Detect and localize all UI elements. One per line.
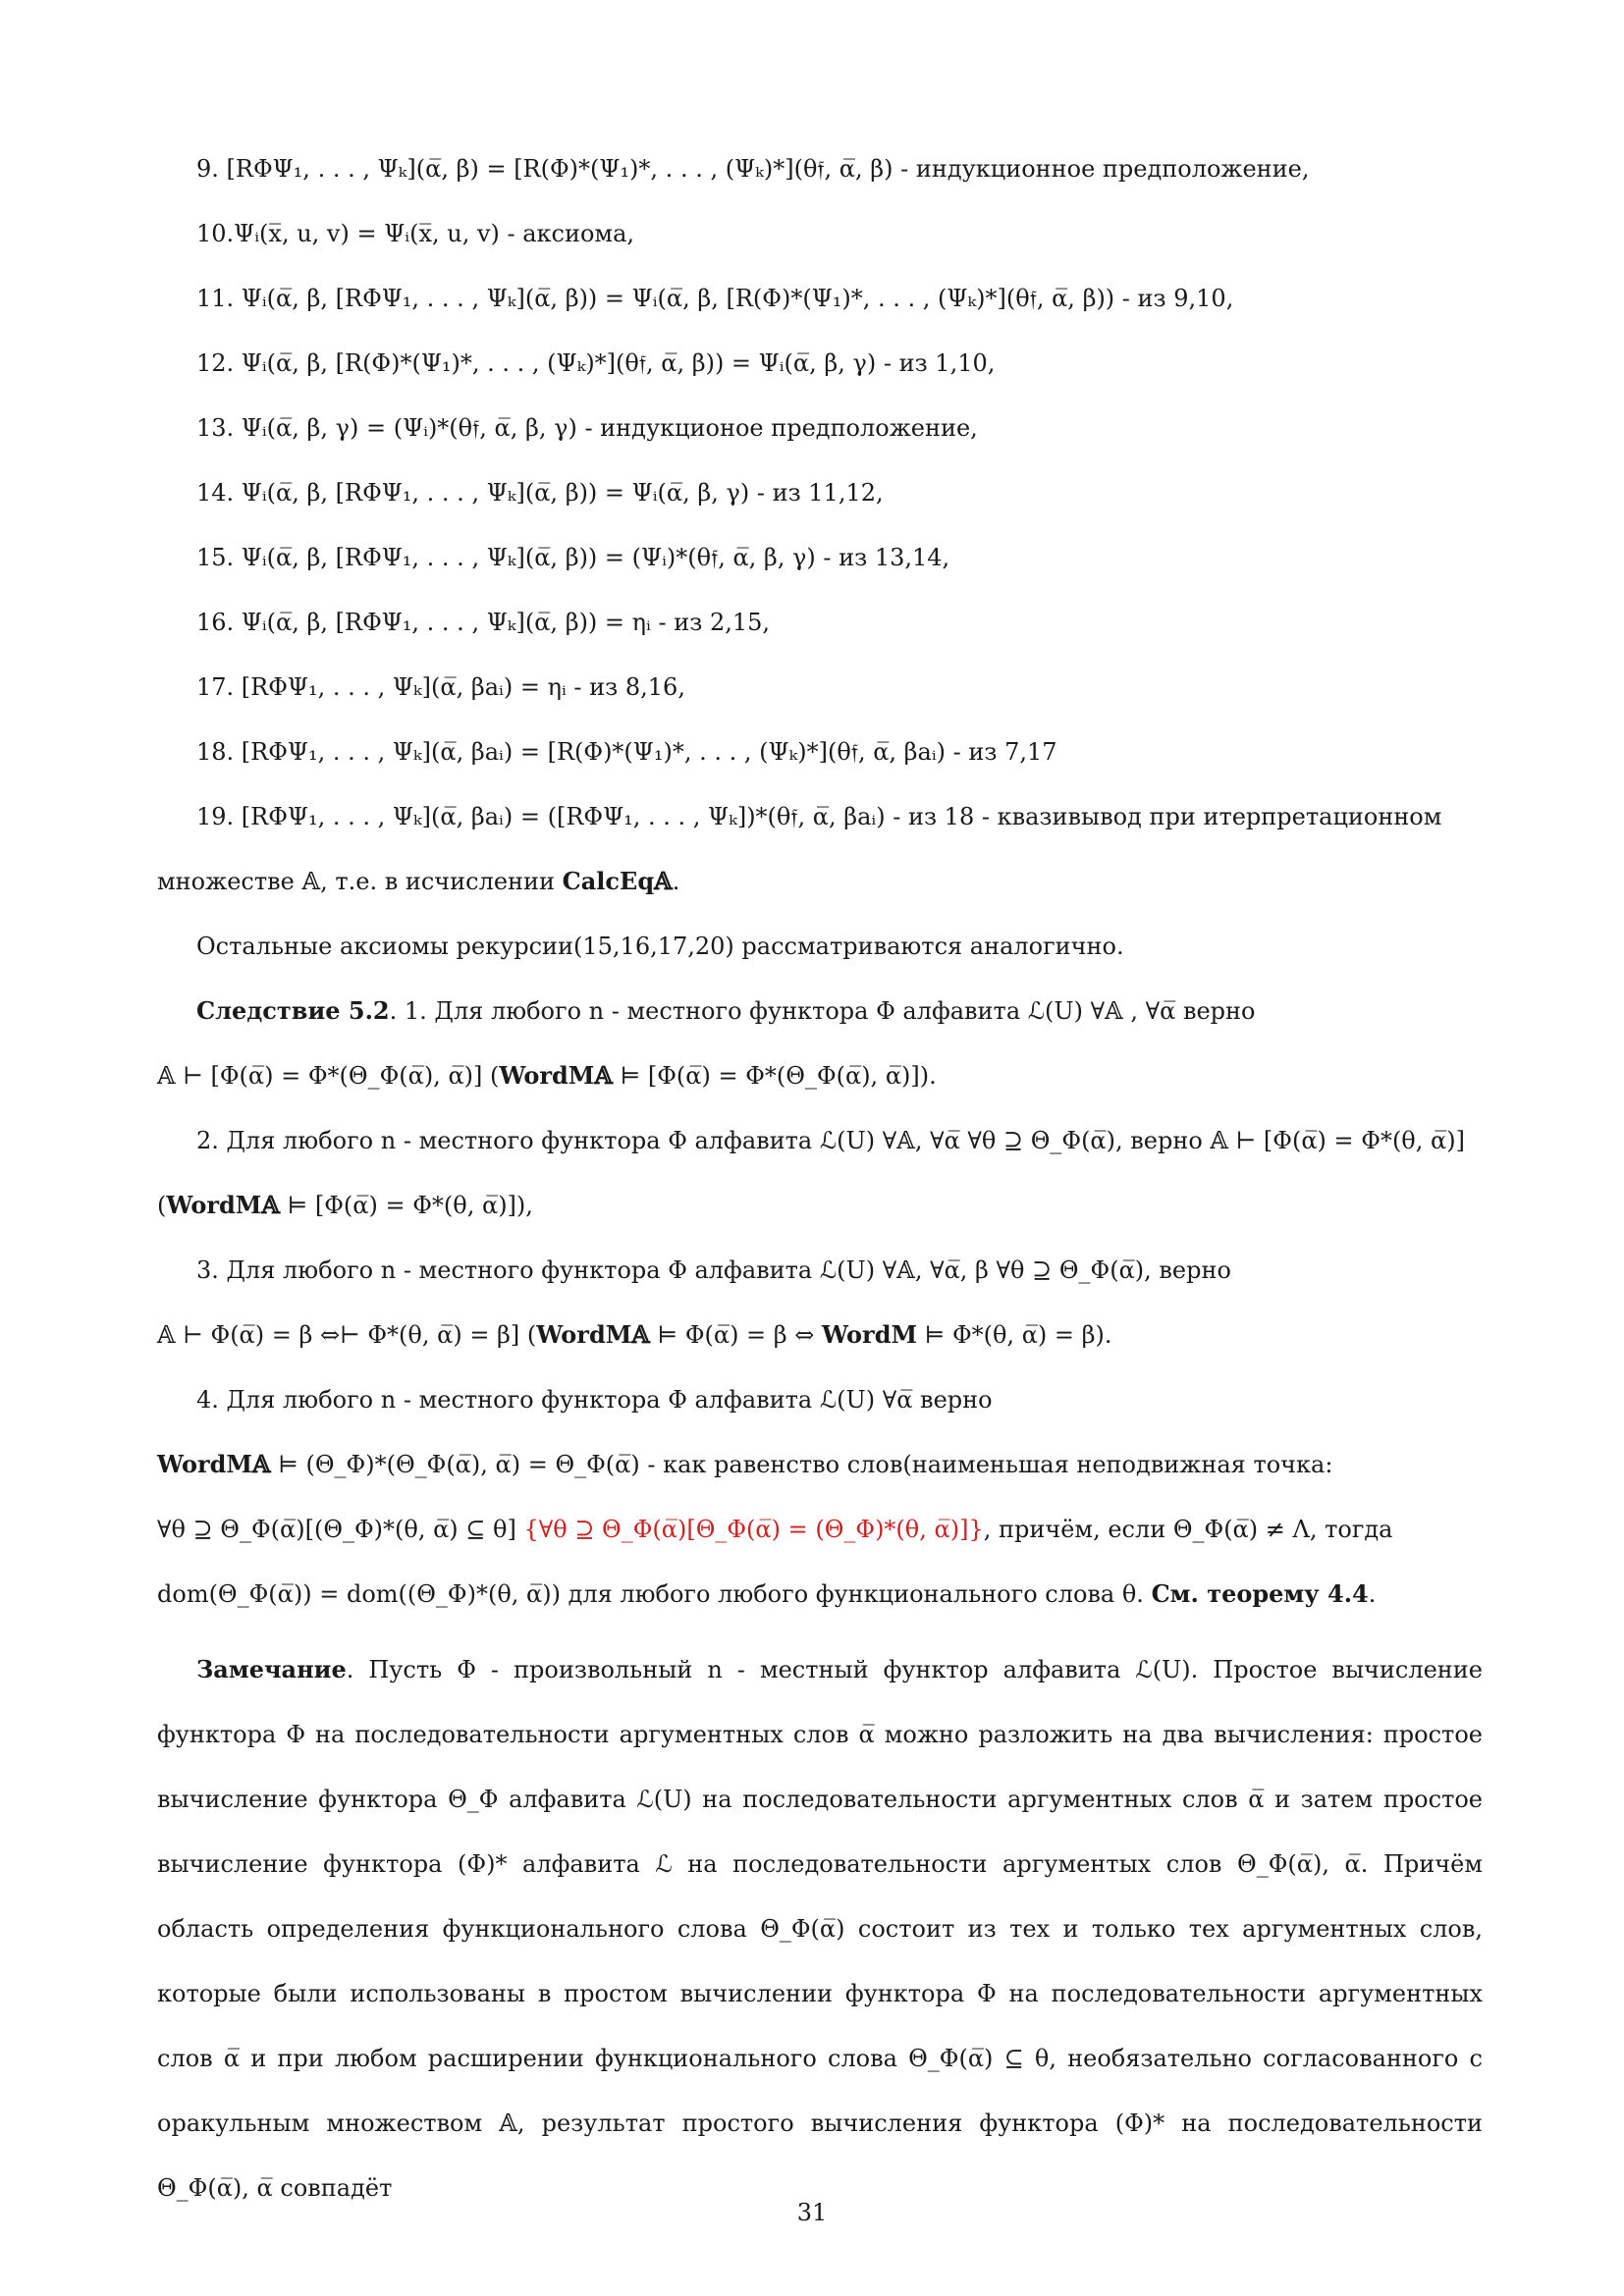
corollary-title: Следствие 5.2 [196,996,390,1025]
proof-steps [157,147,1483,903]
page-body [157,147,1483,2220]
remaining-axioms-note: Остальные аксиомы рекурсии(15,16,17,20) рассматриваются аналогично. [196,933,1124,960]
calculus-name: CalcEq𝔸 [562,867,673,895]
text-span: 𝔸 ⊢ [Φ(α̅) = Φ*(Θ_Φ(α̅), α̅)] ( [157,1062,500,1090]
text-span: ∀θ ⊇ Θ_Φ(α̅)[(Θ_Φ)*(θ, α̅) ⊆ θ] [157,1516,524,1543]
corollary-item-3: 3. Для любого n - местного функтора Φ алфавита ℒ(U) ∀𝔸, ∀α̅, β ∀θ ⊇ Θ_Φ(α̅), верно [196,1256,1231,1284]
corollary-item-4-formula [157,1443,1483,1486]
proof-step-19-continuation [157,860,1483,903]
text-span: . 1. Для любого n - местного функтора Φ алфавита ℒ(U) ∀𝔸 , ∀α̅ верно [389,997,1256,1025]
corollary-item-1-formula [157,1054,1483,1097]
corollary-item-4: 4. Для любого n - местного функтора Φ алфавита ℒ(U) ∀α̅ верно [196,1386,993,1414]
wordm-symbol: WordM𝔸 [499,1061,613,1090]
corollary-item-3-formula [157,1313,1483,1357]
text-span: ⊨ [Φ(α̅) = Φ*(Θ_Φ(α̅), α̅)]). [613,1062,937,1090]
remark-title: Замечание [196,1655,347,1683]
text-span: , причём, если Θ_Φ(α̅) ≠ Λ, тогда [983,1516,1393,1543]
proof-step: 13. Ψᵢ(α̅, β, γ) = (Ψᵢ)*(θ𝔣, α̅, β, γ) - индукционое предположение, [196,414,978,442]
text-span: . [672,868,680,895]
text-span: ( [157,1192,167,1219]
corollary-item-1 [157,989,1483,1033]
proof-step: 17. [RΦΨ₁, . . . , Ψₖ](α̅, βaᵢ) = ηᵢ - из 8,16, [196,673,685,701]
proof-step: 16. Ψᵢ(α̅, β, [RΦΨ₁, . . . , Ψₖ](α̅, β)) = ηᵢ - из 2,15, [196,609,771,636]
proof-step: 10.Ψᵢ(x̅, u, v) = Ψᵢ(x̅, u, v) - аксиома, [196,220,635,247]
text-span: ⊨ Φ*(θ, α̅) = β). [917,1321,1112,1349]
highlighted-formula: {∀θ ⊇ Θ_Φ(α̅)[Θ_Φ(α̅) = (Θ_Φ)*(θ, α̅)]} [523,1516,984,1543]
text-span: ⊨ [Φ(α̅) = Φ*(θ, α̅)]), [280,1192,533,1219]
text-span: dom(Θ_Φ(α̅)) = dom((Θ_Φ)*(θ, α̅)) для любого любого функционального слова θ. [157,1580,1152,1608]
corollary-item-4-domain [157,1573,1483,1616]
wordm-symbol: WordM𝔸 [166,1191,280,1219]
proof-step: 14. Ψᵢ(α̅, β, [RΦΨ₁, . . . , Ψₖ](α̅, β)) = Ψᵢ(α̅, β, γ) - из 11,12, [196,479,884,507]
proof-step-19: 19. [RΦΨ₁, . . . , Ψₖ](α̅, βaᵢ) = ([RΦΨ₁, . . . , Ψₖ])*(θ𝔣, α̅, βaᵢ) - из 18 - квазивывод при итерпретационном [196,803,1442,830]
corollary-block [157,989,1483,1616]
corollary-item-4-fixpoint [157,1508,1483,1551]
wordm-symbol: WordM [822,1320,918,1349]
text-span: ⊨ (Θ_Φ)*(Θ_Φ(α̅), α̅) = Θ_Φ(α̅) - как равенство слов(наименьшая неподвижная точка: [270,1451,1333,1478]
proof-step: 12. Ψᵢ(α̅, β, [R(Φ)*(Ψ₁)*, . . . , (Ψₖ)*](θ𝔣, α̅, β)) = Ψᵢ(α̅, β, γ) - из 1,10, [196,349,996,377]
text-span: 𝔸 ⊢ Φ(α̅) = β ⇔⊢ Φ*(θ, α̅) = β] ( [157,1321,537,1349]
proof-step: 11. Ψᵢ(α̅, β, [RΦΨ₁, . . . , Ψₖ](α̅, β)) = Ψᵢ(α̅, β, [R(Φ)*(Ψ₁)*, . . . , (Ψₖ)*](θ𝔣, α̅, β)) - из 9,10, [196,285,1234,312]
text-span: ⊨ Φ(α̅) = β ⇔ [649,1321,823,1349]
remark-text: . Пусть Φ - произвольный n - местный функтор алфавита ℒ(U). Простое вычисление функтора Φ на последовательности аргументных слов α̅ можно разложить на два вычисления: простое вычисление функтора Θ_Φ алфавита ℒ(U) на последовательности аргументных слов α̅ и затем простое вычисление функтора (Φ)* алфавита ℒ на последовательности аргументых слов Θ_Φ(α̅), α̅. Причём область определения функционального слова Θ_Φ(α̅) состоит из тех и только тех аргументных слов, которые были использованы в простом вычислении функтора Φ на последовательности аргументных слов α̅ и при любом расширении функционального слова Θ_Φ(α̅) ⊆ θ, необязательно согласованного с оракульным множеством 𝔸, результат простого вычисления функтора (Φ)* на последовательности Θ_Φ(α̅), α̅ совпадёт [157,1656,1483,2202]
theorem-reference: См. теорему 4.4 [1151,1579,1369,1608]
text-span: . [1368,1580,1377,1608]
wordm-symbol: WordM𝔸 [157,1450,271,1478]
remark-paragraph [157,1637,1483,2220]
page-number: 31 [796,2199,828,2226]
proof-step: 9. [RΦΨ₁, . . . , Ψₖ](α̅, β) = [R(Φ)*(Ψ₁)*, . . . , (Ψₖ)*](θ𝔣, α̅, β) - индукционное предположение, [196,155,1310,183]
proof-step: 15. Ψᵢ(α̅, β, [RΦΨ₁, . . . , Ψₖ](α̅, β)) = (Ψᵢ)*(θ𝔣, α̅, β, γ) - из 13,14, [196,544,950,571]
text-span: множестве 𝔸, т.е. в исчислении [157,868,563,895]
corollary-item-2: 2. Для любого n - местного функтора Φ алфавита ℒ(U) ∀𝔸, ∀α̅ ∀θ ⊇ Θ_Φ(α̅), верно 𝔸 ⊢ [Φ(α̅) = Φ*(θ, α̅)] [196,1127,1465,1154]
proof-step: 18. [RΦΨ₁, . . . , Ψₖ](α̅, βaᵢ) = [R(Φ)*(Ψ₁)*, . . . , (Ψₖ)*](θ𝔣, α̅, βaᵢ) - из 7,17 [196,738,1057,766]
wordm-symbol: WordM𝔸 [536,1320,650,1349]
corollary-item-2-formula [157,1184,1483,1227]
